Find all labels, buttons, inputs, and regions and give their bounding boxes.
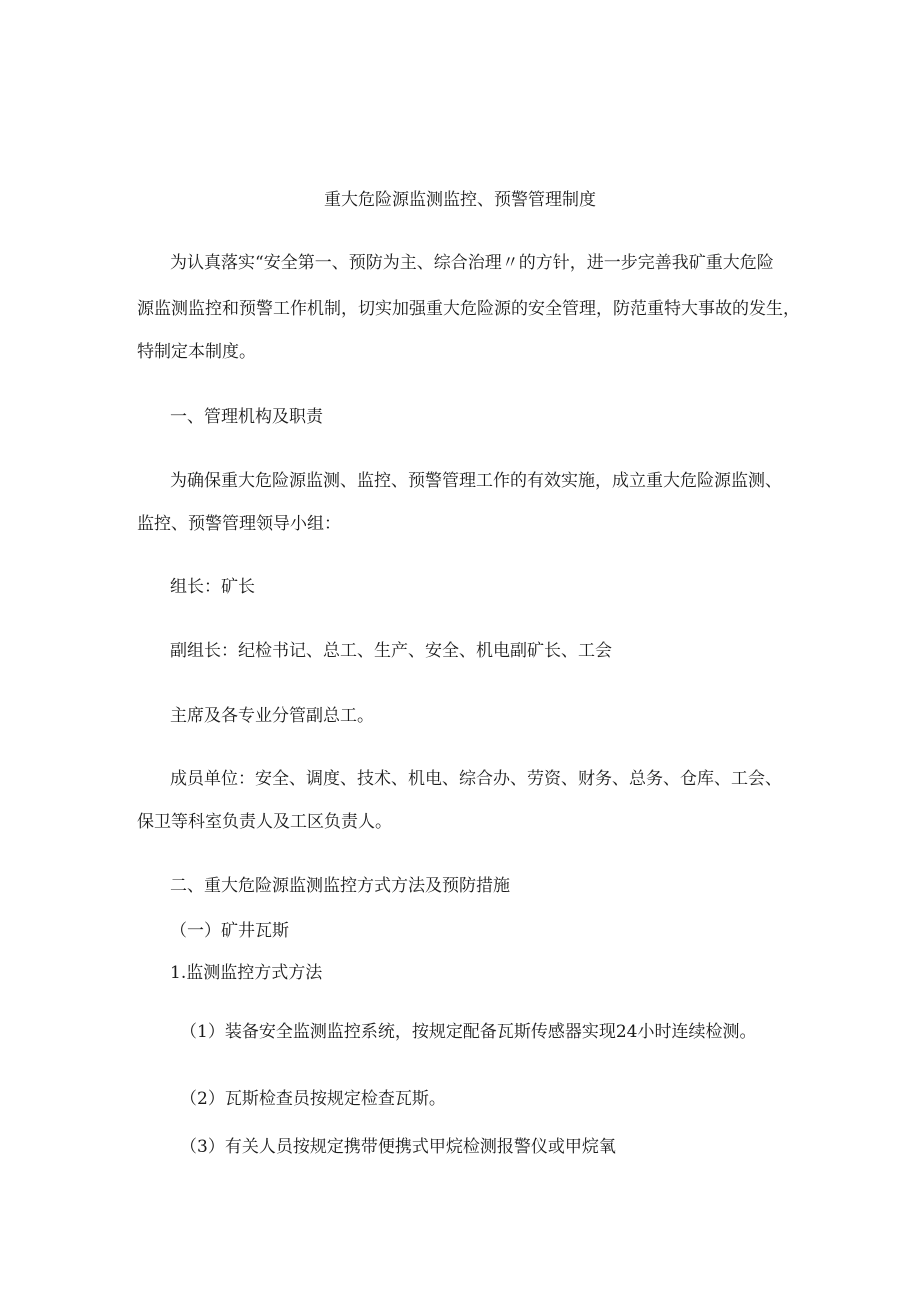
members-line-2: 保卫等科室负责人及工区负责人。 bbox=[137, 812, 392, 832]
page-title: 重大危险源监测监控、预警管理制度 bbox=[324, 190, 596, 210]
deputy-continuation: 主席及各专业分管副总工。 bbox=[170, 706, 374, 726]
section-1-para-line-1: 为确保重大危险源监测、监控、预警管理工作的有效实施，成立重大危险源监测、 bbox=[170, 471, 782, 491]
section-1-heading: 一、管理机构及职责 bbox=[170, 407, 323, 427]
method-2: （2）瓦斯检查员按规定检查瓦斯。 bbox=[180, 1089, 446, 1109]
members-line-1: 成员单位：安全、调度、技术、机电、综合办、劳资、财务、总务、仓库、工会、 bbox=[170, 769, 782, 789]
section-1-para-line-2: 监控、预警管理领导小组： bbox=[137, 514, 341, 534]
section-2-heading: 二、重大危险源监测监控方式方法及预防措施 bbox=[170, 876, 510, 896]
intro-line-1: 为认真落实“安全第一、预防为主、综合治理〃的方针，进一步完善我矿重大危险 bbox=[170, 253, 774, 273]
leader-line: 组长：矿长 bbox=[170, 577, 255, 597]
method-1: （1）装备安全监测监控系统，按规定配备瓦斯传感器实现24小时连续检测。 bbox=[180, 1022, 757, 1042]
intro-line-3: 特制定本制度。 bbox=[137, 342, 256, 362]
method-3: （3）有关人员按规定携带便携式甲烷检测报警仪或甲烷氧 bbox=[180, 1137, 616, 1157]
deputy-line: 副组长：纪检书记、总工、生产、安全、机电副矿长、工会 bbox=[170, 641, 612, 661]
intro-line-2: 源监测监控和预警工作机制，切实加强重大危险源的安全管理，防范重特大事故的发生， bbox=[137, 299, 800, 319]
item-monitoring-methods: 1.监测监控方式方法 bbox=[170, 963, 323, 983]
subsection-gas-heading: （一）矿井瓦斯 bbox=[170, 921, 289, 941]
